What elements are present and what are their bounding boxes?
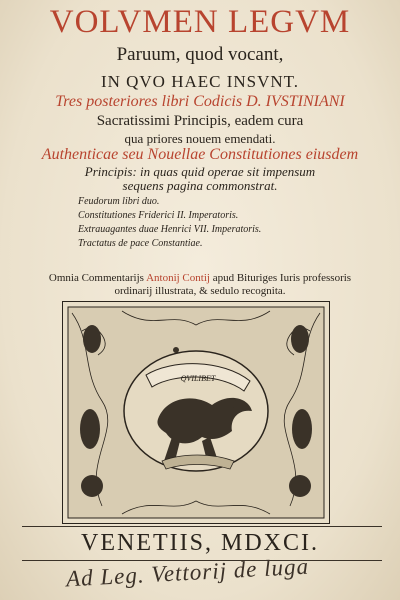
- handwritten-inscription: Ad Leg. Vettorij de luga: [65, 553, 310, 592]
- contents-item: Constitutiones Friderici II. Imperatoris.: [78, 210, 239, 221]
- imprint-top-rule: [22, 526, 382, 527]
- codex-line: Tres posteriores libri Codicis D. IVSTINIANI: [55, 93, 345, 110]
- emendati-line: qua priores nouem emendati.: [124, 131, 276, 146]
- principis-line: Sacratissimi Principis, eadem cura: [96, 113, 304, 129]
- banner-motto: QVILIBET: [180, 374, 216, 383]
- subtitle-line: Paruum, quod vocant,: [116, 44, 284, 65]
- commentary-line: [0, 272, 400, 284]
- commentator-name: Antonij Contij: [146, 272, 210, 284]
- impensum-line: Principis: in quas quid operae sit impensum: [84, 164, 316, 179]
- authenticae-line: Authenticae seu Nouellae Constitutiones eiusdem: [41, 146, 359, 163]
- commentary-prefix: Omnia Commentarijs: [48, 272, 144, 284]
- contents-heading: IN QVO HAEC INSVNT.: [100, 72, 300, 91]
- commentary-line-2: ordinarij illustrata, & sedulo recognita.: [114, 285, 286, 297]
- imprint: VENETIIS, MDXCI.: [81, 530, 319, 556]
- commentary-suffix: apud Bituriges Iuris professoris: [212, 272, 352, 284]
- contents-item: Extrauagantes duae Henrici VII. Imperatoris.: [78, 224, 262, 235]
- contents-item: Tractatus de pace Constantiae.: [78, 238, 203, 249]
- printer-device-woodcut: [62, 301, 330, 524]
- commonstrat-line: sequens pagina commonstrat.: [122, 178, 278, 193]
- book-title: VOLVMEN LEGVM: [49, 4, 351, 40]
- contents-item: Feudorum libri duo.: [78, 196, 160, 207]
